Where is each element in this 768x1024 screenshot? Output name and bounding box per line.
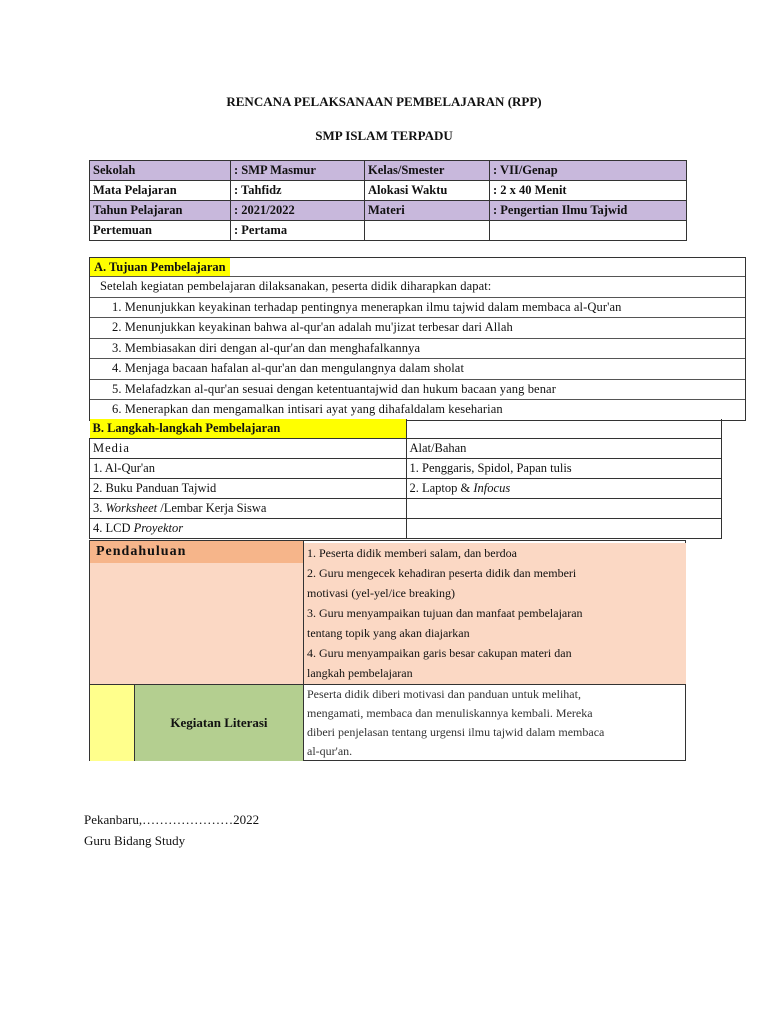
step-line: 4. Guru menyampaikan garis besar cakupan materi dan [307, 646, 572, 660]
literasi-text [304, 685, 686, 761]
info-row [90, 161, 687, 181]
info-label: Pertemuan [90, 221, 231, 241]
media-row [90, 479, 722, 499]
step-line: 2. Guru mengecek kehadiran peserta didik dan memberi [307, 566, 577, 580]
media-row [90, 499, 722, 519]
media-text: /Lembar Kerja Siswa [157, 501, 267, 515]
tujuan-item: 5. Melafadzkan al-qur'an sesuai dengan ketentuantajwid dan hukum bacaan yang benar [90, 379, 745, 400]
literasi-label: Kegiatan Literasi [135, 685, 304, 761]
literasi-line: Peserta didik diberi motivasi dan panduan untuk melihat, [307, 687, 581, 701]
langkah-header-row [90, 419, 722, 439]
literasi-line: mengamati, membaca dan menuliskannya kembali. Mereka [307, 706, 593, 720]
info-value [490, 221, 687, 241]
media-text: 1. Al-Qur'an [93, 461, 155, 475]
info-value: : SMP Masmur [231, 161, 365, 181]
tujuan-item: 2. Menunjukkan keyakinan bahwa al-qur'an adalah mu'jizat terbesar dari Allah [90, 317, 745, 338]
media-table [89, 419, 722, 539]
document-subtitle: SMP ISLAM TERPADU [315, 128, 453, 143]
tools-item [406, 479, 722, 499]
media-row [90, 519, 722, 539]
media-header-row [90, 439, 722, 459]
info-label [365, 221, 490, 241]
info-value: : VII/Genap [490, 161, 687, 181]
tujuan-header: A. Tujuan Pembelajaran [90, 258, 230, 276]
step-line: 1. Peserta didik memberi salam, dan berdoa [307, 546, 517, 560]
media-text: 2. Buku Panduan Tajwid [93, 481, 217, 495]
step-line: motivasi (yel-yel/ice breaking) [307, 586, 455, 600]
teacher-role: Guru Bidang Study [84, 833, 186, 848]
info-table [89, 160, 687, 241]
info-label: Materi [365, 201, 490, 221]
tools-text-italic: Infocus [473, 481, 511, 495]
media-row [90, 459, 722, 479]
literasi-line: diberi penjelasan tentang urgensi ilmu tajwid dalam membaca [307, 725, 605, 739]
tools-item [406, 459, 722, 479]
info-label: Sekolah [90, 161, 231, 181]
tools-text: 2. Laptop & [409, 481, 474, 495]
empty-cell [406, 519, 722, 539]
info-value: : Pertama [231, 221, 365, 241]
info-label: Mata Pelajaran [90, 181, 231, 201]
tujuan-item: 4. Menjaga bacaan hafalan al-qur'an dan mengulangnya dalam sholat [90, 358, 745, 379]
pendahuluan-steps [304, 543, 686, 684]
media-text-italic: Proyektor [133, 521, 184, 535]
info-label: Tahun Pelajaran [90, 201, 231, 221]
tujuan-section [89, 257, 746, 421]
info-value: : 2021/2022 [231, 201, 365, 221]
empty-cell [406, 499, 722, 519]
info-row [90, 181, 687, 201]
info-value: : 2 x 40 Menit [490, 181, 687, 201]
media-label: Media [90, 439, 407, 459]
tujuan-intro: Setelah kegiatan pembelajaran dilaksanakan, peserta didik diharapkan dapat: [90, 276, 745, 297]
info-label: Kelas/Smester [365, 161, 490, 181]
tujuan-item: 6. Menerapkan dan mengamalkan intisari ayat yang dihafaldalam keseharian [90, 399, 745, 420]
info-row [90, 201, 687, 221]
kegiatan-block [89, 540, 686, 761]
step-line: 3. Guru menyampaikan tujuan dan manfaat pembelajaran [307, 606, 583, 620]
tujuan-item: 1. Menunjukkan keyakinan terhadap pentingnya menerapkan ilmu tajwid dalam membaca al-Qur'an [90, 297, 745, 318]
pendahuluan-left [90, 541, 304, 684]
media-text: 4. LCD [93, 521, 134, 535]
info-label: Alokasi Waktu [365, 181, 490, 201]
info-value: : Tahfidz [231, 181, 365, 201]
tools-text: 1. Penggaris, Spidol, Papan tulis [409, 461, 572, 475]
tujuan-item: 3. Membiasakan diri dengan al-qur'an dan menghafalkannya [90, 338, 745, 359]
empty-cell [406, 419, 722, 439]
media-item [90, 519, 407, 539]
literasi-line: al-qur'an. [307, 744, 353, 758]
info-row [90, 221, 687, 241]
literasi-marker [90, 685, 135, 761]
langkah-header: B. Langkah-langkah Pembelajaran [90, 419, 407, 439]
pendahuluan-label: Pendahuluan [90, 541, 303, 563]
step-line: tentang topik yang akan diajarkan [307, 626, 470, 640]
info-value: : Pengertian Ilmu Tajwid [490, 201, 687, 221]
media-item [90, 499, 407, 519]
media-text: 3. [93, 501, 106, 515]
media-text-italic: Worksheet [105, 501, 158, 515]
tools-label: Alat/Bahan [406, 439, 722, 459]
document-title: RENCANA PELAKSANAAN PEMBELAJARAN (RPP) [226, 94, 542, 109]
step-line: langkah pembelajaran [307, 666, 413, 680]
place-date: Pekanbaru,…………………2022 [84, 812, 260, 827]
media-item [90, 459, 407, 479]
media-item [90, 479, 407, 499]
